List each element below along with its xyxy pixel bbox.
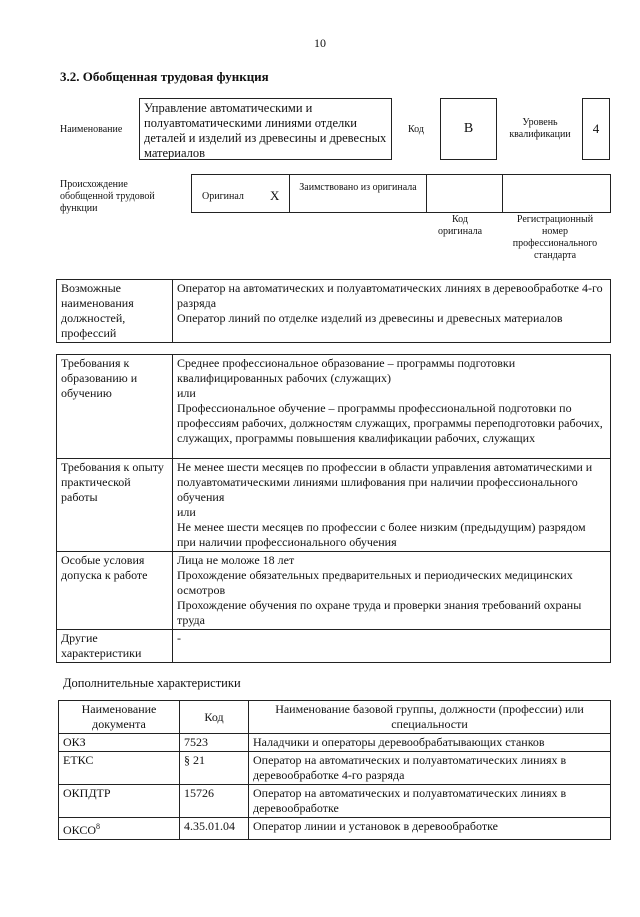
req-other-label: Другие характеристики <box>57 630 173 663</box>
row-doc: ОКПДТР <box>59 785 180 818</box>
req-admission-value <box>173 552 611 630</box>
col-header-name: Наименование базовой группы, должности (профессии) или специальности <box>249 701 611 734</box>
origin-label: Происхождение обобщенной трудовой функции <box>60 179 155 214</box>
divider <box>502 175 503 212</box>
code-label: Код <box>408 124 424 135</box>
col-header-document: Наименование документа <box>59 701 180 734</box>
table-row <box>59 752 611 785</box>
name-value-box <box>139 98 392 160</box>
page-number: 10 <box>314 36 326 50</box>
req-experience-p2: или <box>177 505 196 519</box>
req-education-value <box>173 355 611 459</box>
code-value: B <box>463 121 474 136</box>
original-mark: X <box>270 188 280 203</box>
positions-label: Возможные наименования должностей, профессий <box>57 280 173 343</box>
req-experience-p3: Не менее шести месяцев по профессии с более низким (предыдущим) разрядом при наличии профессионального обучения <box>177 520 586 549</box>
position-1: Оператор на автоматических и полуавтоматических линиях в деревообработке 4-го разряда <box>177 281 603 310</box>
row-doc <box>59 818 180 840</box>
table-row <box>59 734 611 752</box>
req-other-value: - <box>173 630 611 663</box>
row-name: Оператор на автоматических и полуавтоматических линиях в деревообработке <box>249 785 611 818</box>
req-experience-label: Требования к опыту практической работы <box>57 459 173 552</box>
level-value-box <box>582 98 610 160</box>
requirements-table <box>56 354 611 663</box>
name-label: Наименование <box>60 124 123 135</box>
additional-table <box>58 700 611 840</box>
table-row <box>59 785 611 818</box>
row-code: § 21 <box>180 752 249 785</box>
positions-table <box>56 279 611 343</box>
req-admission-p1: Лица не моложе 18 лет <box>177 553 295 567</box>
row-doc: ЕТКС <box>59 752 180 785</box>
req-education-p1: Среднее профессиональное образование – программы подготовки квалифицированных рабочих (служащих) <box>177 356 516 385</box>
req-education-label: Требования к образованию и обучению <box>57 355 173 459</box>
req-admission-p2: Прохождение обязательных предварительных и периодических медицинских осмотров <box>177 568 573 597</box>
name-value: Управление автоматическими и полуавтоматическими линиями отделки деталей и изделий из древесины и древесных материалов <box>144 101 387 160</box>
code-value-box <box>440 98 497 160</box>
req-experience-p1: Не менее шести месяцев по профессии в области управления автоматическими и полуавтоматическими линиями шлифования при наличии профессионального обучения <box>177 460 593 504</box>
row-name: Наладчики и операторы деревообрабатывающих станков <box>249 734 611 752</box>
level-label: Уровень квалификации <box>509 117 571 140</box>
req-admission-label: Особые условия допуска к работе <box>57 552 173 630</box>
req-experience-value <box>173 459 611 552</box>
req-admission-p3: Прохождение обучения по охране труда и проверки знания требований охраны труда <box>177 598 582 627</box>
original-label: Оригинал <box>202 191 244 202</box>
origin-box <box>191 174 611 213</box>
divider <box>289 175 290 212</box>
additional-title: Дополнительные характеристики <box>63 676 241 690</box>
row-name: Оператор линии и установок в деревообработке <box>249 818 611 840</box>
borrowed-label: Заимствовано из оригинала <box>299 182 417 193</box>
code-original-caption: Код оригинала <box>437 214 483 237</box>
req-education-p3: Профессиональное обучение – программы профессиональной подготовки по профессиям рабочих, должностям служащих, программы переподготовки рабочих, служащих, программы повышения квалификации рабочих, служащих <box>177 401 603 445</box>
footnote-mark: 8 <box>96 822 101 831</box>
divider <box>426 175 427 212</box>
section-title: 3.2. Обобщенная трудовая функция <box>60 69 269 84</box>
row-code: 4.35.01.04 <box>180 818 249 840</box>
req-education-p2: или <box>177 386 196 400</box>
row-code: 15726 <box>180 785 249 818</box>
table-row <box>59 818 611 840</box>
positions-values <box>173 280 611 343</box>
row-doc-text: ОКСО <box>63 823 97 837</box>
col-header-code: Код <box>180 701 249 734</box>
level-value: 4 <box>592 121 600 136</box>
row-name: Оператор на автоматических и полуавтоматических линиях в деревообработке 4-го разряда <box>249 752 611 785</box>
row-doc: ОКЗ <box>59 734 180 752</box>
reg-number-caption: Регистрационный номер профессионального стандарта <box>512 214 598 261</box>
row-code: 7523 <box>180 734 249 752</box>
position-2: Оператор линий по отделке изделий из древесины и древесных материалов <box>177 311 563 325</box>
